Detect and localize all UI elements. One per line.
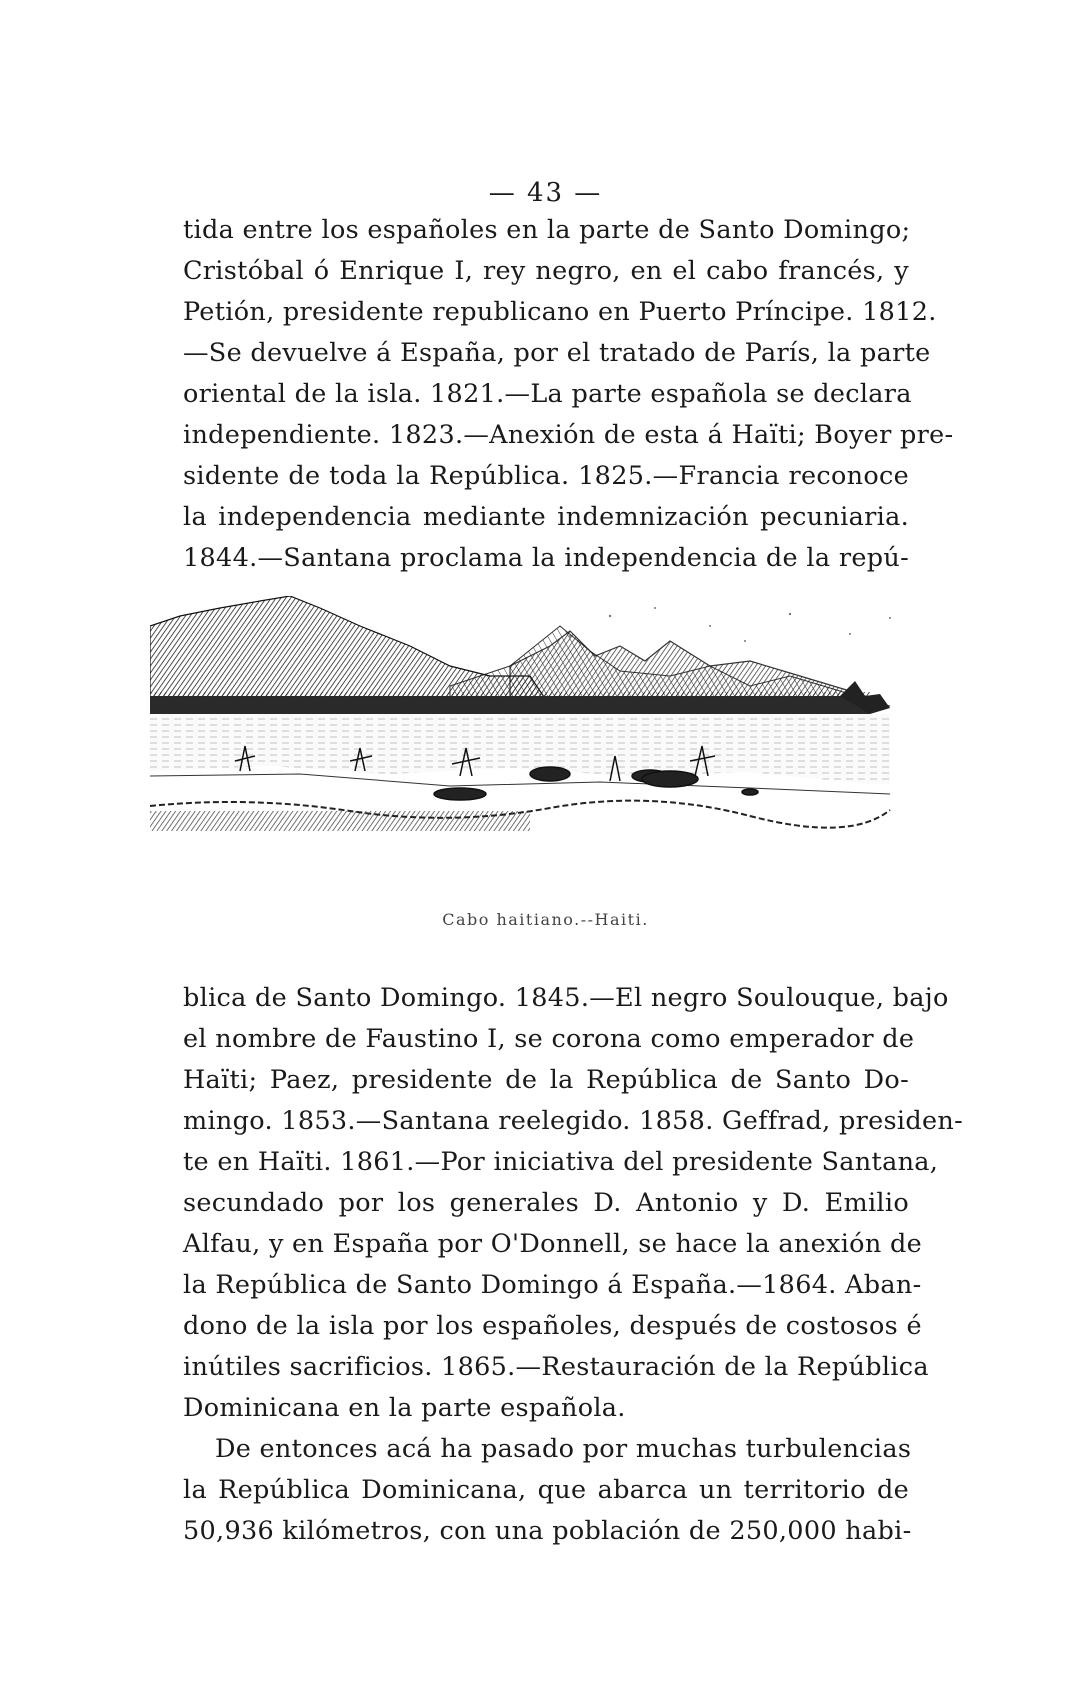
- text-line: Haïti; Paez, presidente de la República de Santo Do-: [183, 1065, 909, 1095]
- page-number: — 43 —: [488, 178, 603, 208]
- text-line: blica de Santo Domingo. 1845.—El negro Soulouque, bajo: [183, 983, 949, 1013]
- text-line: oriental de la isla. 1821.—La parte española se declara: [183, 379, 912, 409]
- text-block-bottom: [183, 978, 963, 1552]
- text-line: sidente de toda la República. 1825.—Francia reconoce: [183, 461, 909, 491]
- text-line: la República de Santo Domingo á España.—1864. Aban-: [183, 1270, 922, 1300]
- text-line: la independencia mediante indemnización pecuniaria.: [183, 502, 909, 532]
- town-shoreline: [150, 696, 870, 714]
- text-line: De entonces acá ha pasado por muchas turbulencias: [215, 1434, 912, 1464]
- text-line: Cristóbal ó Enrique I, rey negro, en el cabo francés, y: [183, 256, 909, 286]
- text-line: tida entre los españoles en la parte de Santo Domingo;: [183, 215, 911, 245]
- sky-specks: [569, 607, 891, 642]
- text-line: inútiles sacrificios. 1865.—Restauración de la República: [183, 1352, 929, 1382]
- text-line: Dominicana en la parte española.: [183, 1393, 626, 1423]
- text-line: 1844.—Santana proclama la independencia de la repú-: [183, 543, 909, 573]
- text-line: dono de la isla por los españoles, después de costosos é: [183, 1311, 922, 1341]
- text-line: Alfau, y en España por O'Donnell, se hace la anexión de: [183, 1229, 922, 1259]
- text-line: Petión, presidente republicano en Puerto Príncipe. 1812.: [183, 297, 937, 327]
- text-line: independiente. 1823.—Anexión de esta á Haïti; Boyer pre-: [183, 420, 954, 450]
- text-line: la República Dominicana, que abarca un territorio de: [183, 1475, 909, 1505]
- text-line: el nombre de Faustino I, se corona como emperador de: [183, 1024, 915, 1054]
- main-mountain: [150, 596, 550, 706]
- landscape-engraving: [150, 596, 940, 876]
- text-line: mingo. 1853.—Santana reelegido. 1858. Geffrad, presiden-: [183, 1106, 963, 1136]
- text-line: —Se devuelve á España, por el tratado de París, la parte: [183, 338, 931, 368]
- text-line: secundado por los generales D. Antonio y D. Emilio: [183, 1188, 909, 1218]
- text-line: te en Haïti. 1861.—Por iniciativa del presidente Santana,: [183, 1147, 939, 1177]
- text-line: 50,936 kilómetros, con una población de 250,000 habi-: [183, 1516, 912, 1546]
- text-block-top: [183, 210, 954, 579]
- figure-caption: Cabo haitiano.--Haiti.: [442, 910, 649, 929]
